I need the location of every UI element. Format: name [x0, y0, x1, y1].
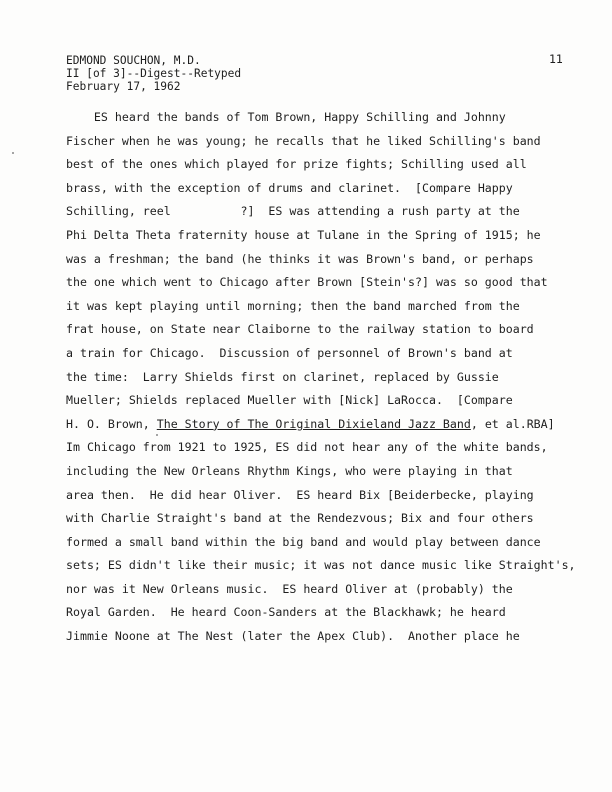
text-segment: the one which went to Chicago after Brown [Stein's?] was so good that [66, 275, 548, 290]
text-segment: was a freshman; the band (he thinks it was Brown's band, or perhaps [66, 251, 534, 266]
text-line [66, 507, 586, 531]
text-line [66, 389, 586, 413]
text-segment: Im Chicago from 1921 to 1925, ES did not hear any of the white bands, [66, 440, 548, 455]
text-segment: frat house, on State near Claiborne to the railway station to board [66, 322, 534, 337]
text-segment: brass, with the exception of drums and clarinet. [Compare Happy [66, 180, 513, 195]
text-segment: area then. He did hear Oliver. ES heard Bix [Beiderbecke, playing [66, 487, 534, 502]
text-line [66, 295, 586, 319]
text-segment: ES heard the bands of Tom Brown, Happy Schilling and Johnny [66, 110, 506, 124]
text-line [66, 413, 586, 437]
digest-body [66, 106, 586, 649]
text-line [66, 248, 586, 272]
text-line [66, 531, 586, 555]
text-segment: a train for Chicago. Discussion of personnel of Brown's band at [66, 345, 513, 360]
text-segment: , et al.RBA] [470, 416, 555, 431]
text-segment: best of the ones which played for prize fights; Schilling used all [66, 157, 527, 172]
text-line [66, 200, 586, 224]
text-line [66, 436, 586, 460]
text-line [66, 106, 586, 130]
text-segment: Phi Delta Theta fraternity house at Tulane in the Spring of 1915; he [66, 227, 541, 242]
text-line [66, 601, 586, 625]
text-segment: Schilling, reel ?] ES was attending a rush party at the [66, 204, 520, 219]
text-segment: Fischer when he was young; he recalls that he liked Schilling's band [66, 133, 541, 148]
text-line [66, 460, 586, 484]
text-segment: nor was it New Orleans music. ES heard Oliver at (probably) the [66, 581, 513, 596]
text-segment: sets; ES didn't like their music; it was not dance music like Straight's, [66, 558, 576, 573]
text-line [66, 130, 586, 154]
text-line [66, 271, 586, 295]
text-segment: Jimmie Noone at The Nest (later the Apex Club). Another place he [66, 629, 520, 644]
text-line [66, 625, 586, 649]
text-line [66, 578, 586, 602]
text-segment: Royal Garden. He heard Coon-Sanders at the Blackhawk; he heard [66, 605, 506, 620]
text-line [66, 342, 586, 366]
header-name: EDMOND SOUCHON, M.D. [66, 54, 201, 67]
text-line [66, 224, 586, 248]
text-segment: Mueller; Shields replaced Mueller with [Nick] LaRocca. [Compare [66, 393, 513, 408]
header-reel: II [of 3]--Digest--Retyped [66, 67, 242, 80]
scan-speck [12, 152, 14, 154]
text-line [66, 318, 586, 342]
text-segment: it was kept playing until morning; then the band marched from the [66, 298, 520, 313]
text-line [66, 366, 586, 390]
underlined-title: The Story of The Original Dixieland Jazz Band [156, 416, 471, 431]
text-segment: H. O. Brown, [66, 416, 157, 431]
text-line [66, 153, 586, 177]
scan-speck [156, 434, 158, 436]
text-segment: formed a small band within the big band and would play between dance [66, 534, 541, 549]
text-segment: including the New Orleans Rhythm Kings, who were playing in that [66, 463, 513, 478]
text-segment: with Charlie Straight's band at the Rendezvous; Bix and four others [66, 511, 534, 526]
page-number: 11 [549, 52, 563, 66]
text-line [66, 484, 586, 508]
text-line [66, 554, 586, 578]
text-segment: the time: Larry Shields first on clarinet, replaced by Gussie [66, 369, 499, 384]
text-line [66, 177, 586, 201]
header-date: February 17, 1962 [66, 80, 181, 93]
